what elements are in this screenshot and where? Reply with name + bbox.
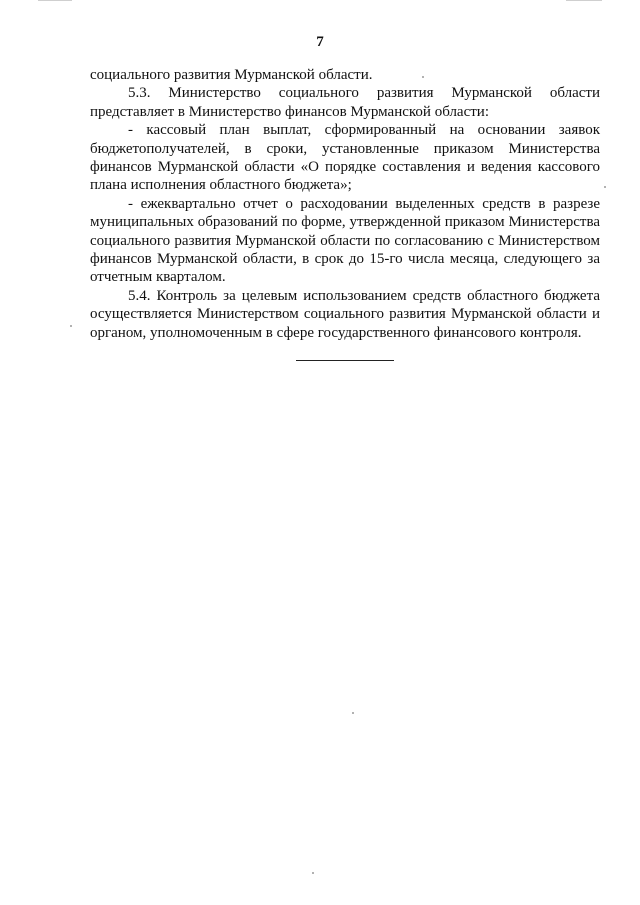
scan-speck <box>70 325 72 327</box>
list-item-quarterly-report: - ежеквартально отчет о расходовании выделенных средств в разрезе муниципальных образований по форме, утвержденной приказом Министерства социального развития Мурманской области по согласованию с Министерством финансов Мурманской области, в срок до 15-го числа месяца, следующего за отчетным кварталом. <box>90 195 600 286</box>
page-number: 7 <box>316 34 324 50</box>
paragraph-continuation: социального развития Мурманской области. <box>90 67 373 83</box>
paragraph-5-4: 5.4. Контроль за целевым использованием средств областного бюджета осуществляется Министерством социального развития Мурманской области и органом, уполномоченным в сфере государственного финансового контроля. <box>90 287 600 341</box>
scan-speck <box>422 76 424 78</box>
list-item-cash-plan: - кассовый план выплат, сформированный на основании заявок бюджетополучателей, в сроки, установленные приказом Министерства финансов Мурманской области «О порядке составления и ведения кассового плана исполнения областного бюджета»; <box>90 122 600 194</box>
scan-top-mark-left <box>38 0 72 1</box>
scan-speck <box>604 186 606 188</box>
scan-top-mark-right <box>566 0 602 1</box>
scan-speck <box>352 712 354 714</box>
scan-speck <box>312 872 314 874</box>
end-divider-line <box>296 360 394 361</box>
paragraph-5-3: 5.3. Министерство социального развития Мурманской области представляет в Министерство финансов Мурманской области: <box>90 85 600 120</box>
document-body <box>90 66 600 342</box>
